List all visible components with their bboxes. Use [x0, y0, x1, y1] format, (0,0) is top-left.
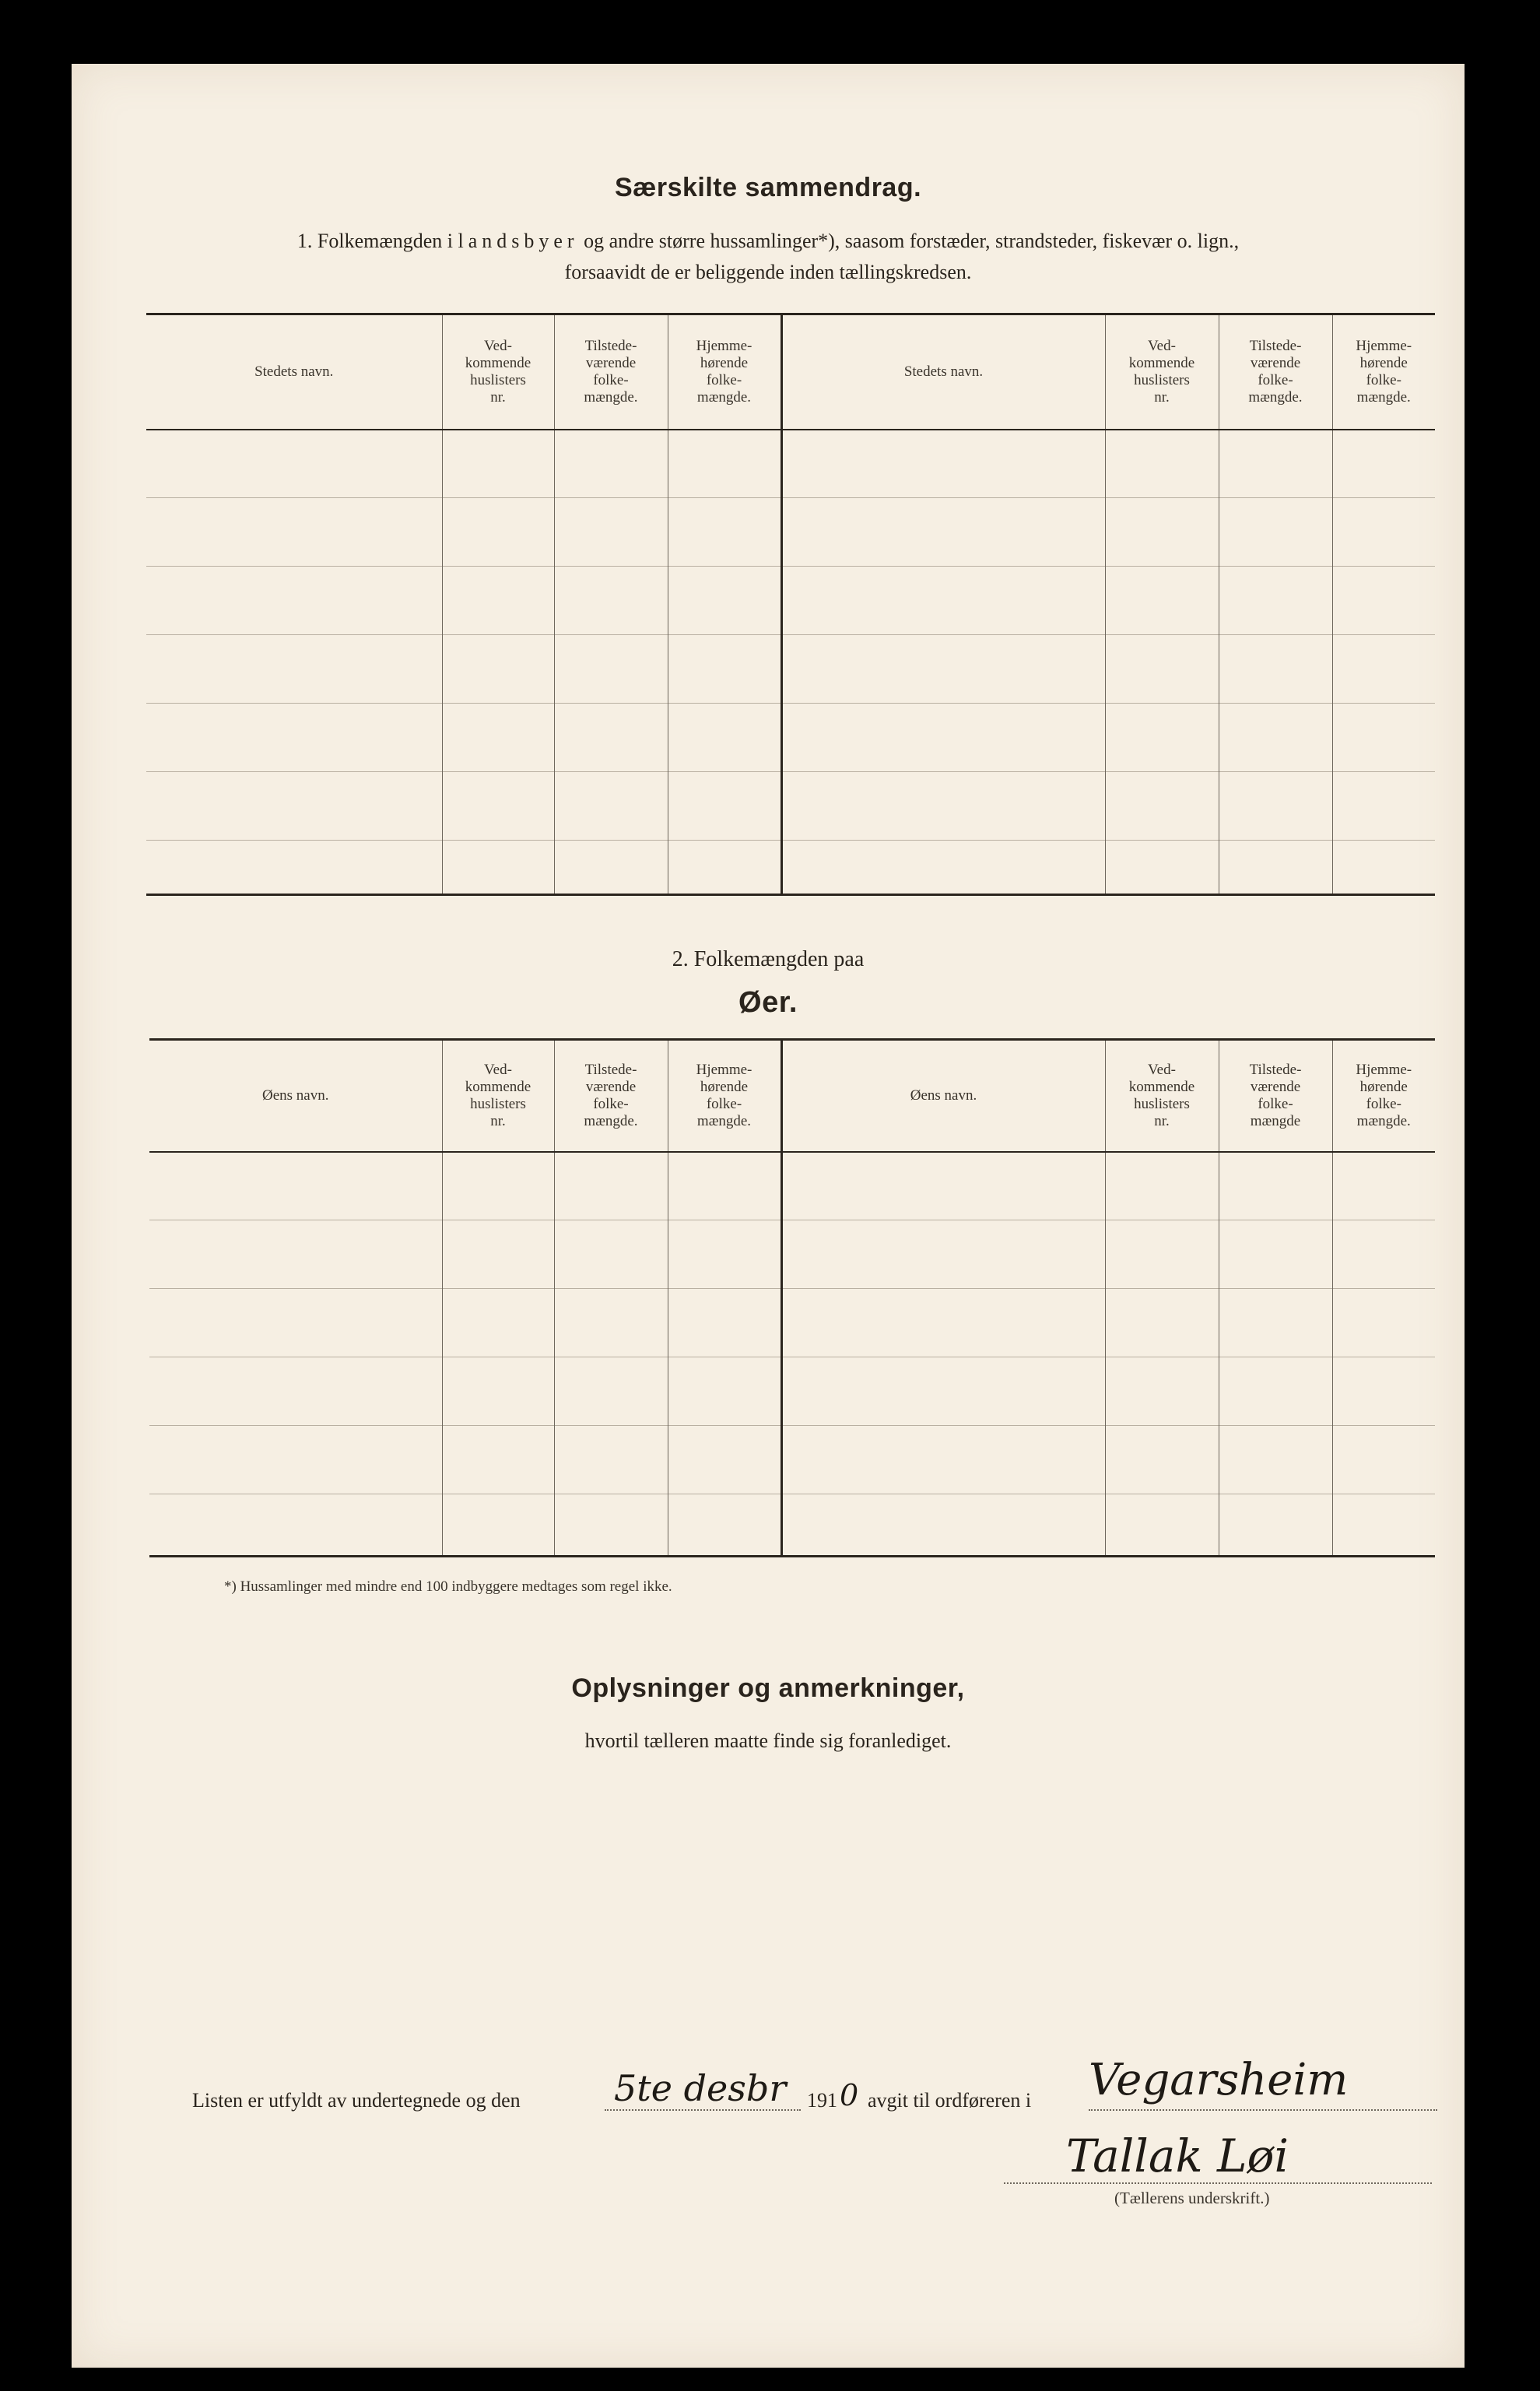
table-row — [149, 1426, 1435, 1494]
col-household-list-nr: Ved- kommende huslisters nr. — [442, 314, 554, 430]
col-resident-population-2: Hjemme- hørende folke- mængde. — [1332, 314, 1435, 430]
municipality-field — [1089, 2055, 1437, 2111]
signature-text-middle: avgit til ordføreren i — [868, 2089, 1032, 2112]
table-row — [149, 1494, 1435, 1557]
date-field — [605, 2067, 801, 2111]
intro-prefix: 1. Folkemængden i — [296, 230, 453, 252]
islands-header-row — [149, 1040, 1435, 1152]
col-present-population: Tilstede- værende folke- mængde. — [554, 314, 668, 430]
signature-line — [192, 2055, 1437, 2126]
intro-suffix: og andre større hussamlinger*), saasom forstæder, strandsteder, fiskevær o. lign., — [584, 230, 1240, 252]
table-row — [146, 635, 1435, 704]
col-resident-population-2: Hjemme- hørende folke- mængde. — [1332, 1040, 1435, 1152]
table-row — [146, 704, 1435, 772]
signer-handwritten: Tallak Løi — [1066, 2129, 1289, 2182]
year-prefix: 191 — [807, 2089, 837, 2112]
table-row — [149, 1152, 1435, 1220]
year-handwritten: 0 — [840, 2078, 859, 2112]
col-household-list-nr-2: Ved- kommende huslisters nr. — [1105, 1040, 1219, 1152]
col-household-list-nr: Ved- kommende huslisters nr. — [442, 1040, 554, 1152]
date-handwritten: 5te desbr — [614, 2067, 787, 2109]
table-row — [149, 1357, 1435, 1426]
remarks-heading: Oplysninger og anmerkninger, — [571, 1673, 965, 1703]
section1-intro — [72, 226, 1465, 288]
section1-intro-line2: forsaavidt de er beliggende inden tællingskredsen. — [564, 261, 972, 283]
col-island-name: Øens navn. — [149, 1040, 442, 1152]
col-present-population-2: Tilstede- værende folke- mængde. — [1219, 314, 1332, 430]
footnote: *) Hussamlinger med mindre end 100 indbyggere medtages som regel ikke. — [224, 1578, 672, 1595]
section2-caption: 2. Folkemængden paa — [672, 947, 865, 971]
col-resident-population: Hjemme- hørende folke- mængde. — [668, 314, 781, 430]
table-row — [149, 1220, 1435, 1289]
municipality-handwritten: Vegarsheim — [1089, 2055, 1349, 2105]
signer-field — [1004, 2131, 1432, 2184]
col-present-population-2: Tilstede- værende folke- mængde — [1219, 1040, 1332, 1152]
col-resident-population: Hjemme- hørende folke- mængde. — [668, 1040, 781, 1152]
col-place-name-2: Stedets navn. — [781, 314, 1105, 430]
section1-heading: Særskilte sammendrag. — [614, 173, 922, 202]
col-island-name-2: Øens navn. — [781, 1040, 1105, 1152]
section1-intro-line1 — [72, 226, 1465, 257]
signature-text-before: Listen er utfyldt av undertegnede og den — [192, 2089, 521, 2112]
islands-table — [149, 1038, 1435, 1557]
census-form-page — [72, 64, 1465, 2368]
table-row — [146, 841, 1435, 895]
section2-heading: Øer. — [738, 986, 798, 1019]
col-household-list-nr-2: Ved- kommende huslisters nr. — [1105, 314, 1219, 430]
settlements-table — [146, 313, 1435, 896]
col-present-population: Tilstede- værende folke- mængde. — [554, 1040, 668, 1152]
table-row — [146, 498, 1435, 567]
table-row — [149, 1289, 1435, 1357]
intro-spaced-word: landsbyer — [458, 230, 579, 252]
table-row — [146, 567, 1435, 635]
signer-label: (Tællerens underskrift.) — [1114, 2189, 1270, 2207]
table-row — [146, 430, 1435, 498]
col-place-name: Stedets navn. — [146, 314, 442, 430]
remarks-subheading: hvortil tælleren maatte finde sig foranlediget. — [584, 1729, 952, 1752]
settlements-header-row — [146, 314, 1435, 430]
table-row — [146, 772, 1435, 841]
